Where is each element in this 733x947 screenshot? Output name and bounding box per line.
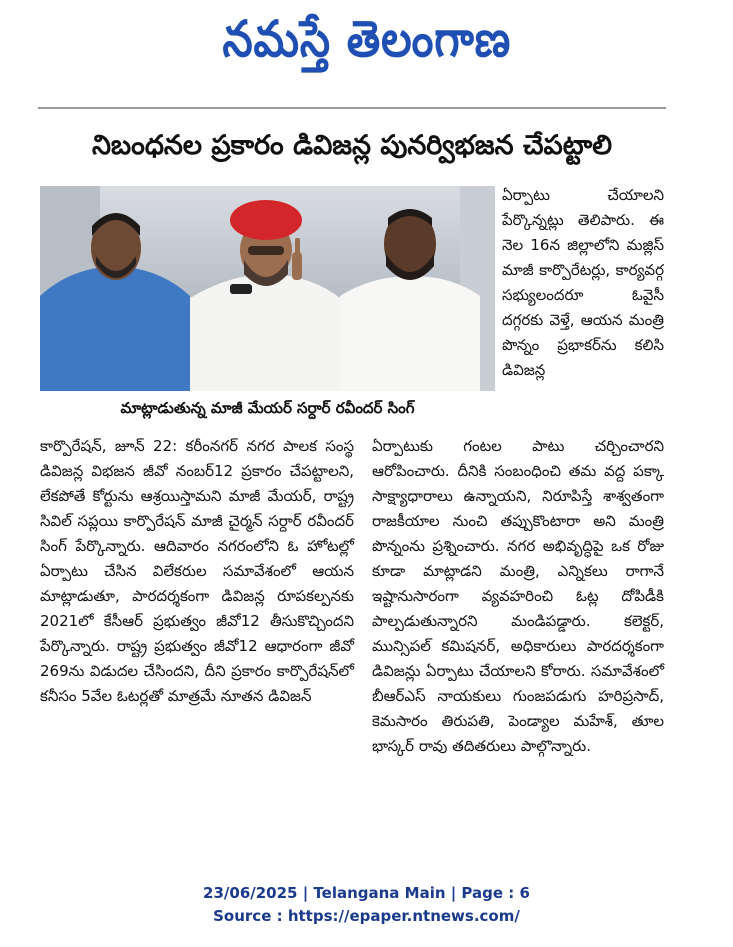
masthead-divider [38,107,666,109]
newspaper-title: నమస్తే తెలంగాణ [222,10,511,68]
masthead [0,4,733,74]
article-column-right-top [502,183,664,383]
article-column-left [40,434,354,709]
article-paragraph: ఏర్పాటుకు గంటల పాటు చర్చించారని ఆరోపించారు. దీనికి సంబంధించి తమ వద్ద పక్కా సాక్ష్యాధారాలు ఉన్నాయని, నిరూపిస్తే శాశ్వతంగా రాజకీయాల నుంచి తప్పుకొంటారా అని మంత్రి పొన్నంను ప్రశ్నించారు. నగర అభివృద్ధిపై ఒక రోజు కూడా మాట్లాడని మంత్రి, ఎన్నికలు రాగానే ఇష్టానుసారంగా వ్యవహరించి ఓట్ల దోపిడీకి పాల్పడుతున్నారని మండిపడ్డారు. కలెక్టర్, మున్సిపల్ కమిషనర్, అధికారులు పారదర్శకంగా డివిజన్లు ఏర్పాటు చేయాలని కోరారు. సమావేశంలో బీఆర్ఎస్ నాయకులు గుంజపడుగు హరిప్రసాద్, కెమసారం తిరుపతి, పెండ్యాల మహేశ్, తూల భాస్కర్ రావు తదితరులు పాల్గొన్నారు. [372,437,664,755]
article-photo [40,186,495,391]
article-headline: నిబంధనల ప్రకారం డివిజన్ల పునర్విభజన చేపట్టాలి [91,130,613,161]
article-paragraph: కార్పొరేషన్, జూన్ 22: కరీంనగర్ నగర పాలక సంస్థ డివిజన్ల విభజన జీవో నంబర్12 ప్రకారం చేపట్టాలని, లేకపోతే కోర్టును ఆశ్రయిస్తామని మాజీ మేయర్, రాష్ట్ర సివిల్ సప్లయి కార్పొరేషన్ మాజీ చైర్మన్ సర్దార్ రవీందర్ సింగ్ పేర్కొన్నారు. ఆదివారం నగరంలోని ఓ హోటల్లో ఏర్పాటు చేసిన విలేకరుల సమావేశంలో ఆయన మాట్లాడుతూ, పారదర్శకంగా డివిజన్ల రూపకల్పనకు 2021లో కేసీఆర్ ప్రభుత్వం జీవో12 తీసుకొచ్చిందని పేర్కొన్నారు. రాష్ట్ర ప్రభుత్వం జీవో12 ఆధారంగా జీవో 269ను విడుదల చేసిందని, దీని ప్రకారం కార్పొరేషన్‌లో కనీసం 5వేల ఓటర్లతో మాత్రమే నూతన డివిజన్ [40,437,354,705]
photo-caption: మాట్లాడుతున్న మాజీ మేయర్ సర్దార్ రవీందర్ సింగ్ [120,399,415,417]
article-column-right-bottom [372,434,664,759]
article-paragraph: ఏర్పాటు చేయాలని పేర్కొన్నట్లు తెలిపారు. ఈ నెల 16న జిల్లాలోని మజ్లిస్ మాజీ కార్పొరేటర్లు, కార్యవర్గ సభ్యులందరూ ఓవైసీ దగ్గరకు వెళ్తే, ఆయన మంత్రి పొన్నం ప్రభాకర్‌ను కలిసి డివిజన్ల [502,186,664,379]
source-link[interactable]: Source : https://epaper.ntnews.com/ [213,907,520,925]
press-meet-photo [40,186,495,391]
publication-info: 23/06/2025 | Telangana Main | Page : 6 [203,884,530,902]
